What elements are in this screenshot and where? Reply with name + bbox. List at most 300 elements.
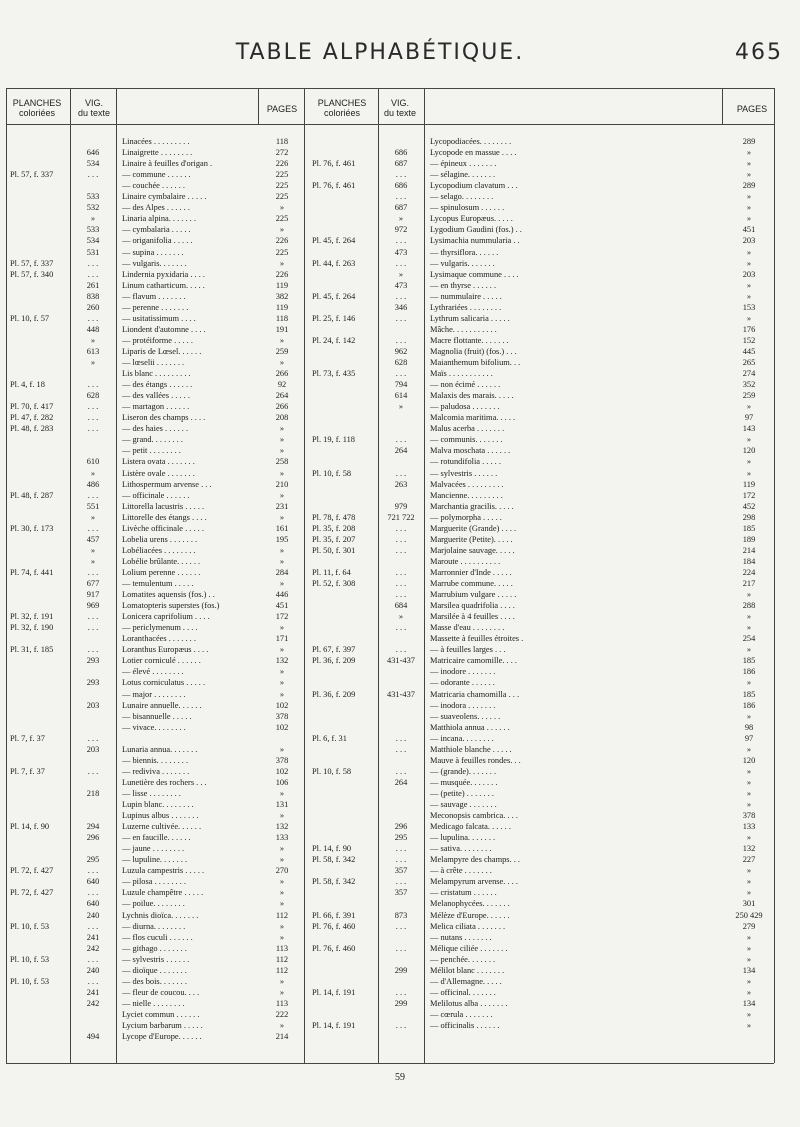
page-ref: 274 xyxy=(742,369,756,379)
entry-name: — rediviva . . . . . . . xyxy=(122,766,190,776)
index-entry-right xyxy=(0,445,800,456)
index-entry-right xyxy=(0,766,800,777)
index-entry-right xyxy=(0,954,800,965)
vignette-ref: . . . xyxy=(87,623,99,633)
page-ref: 225 xyxy=(275,247,289,257)
index-entry-right xyxy=(0,711,800,722)
entry-name: — couchée . . . . . . xyxy=(122,181,186,191)
vignette-ref: 203 xyxy=(86,700,100,710)
page-ref: » xyxy=(279,899,285,909)
entry-name: — lœselii . . . . . . . xyxy=(122,358,185,367)
planche-ref: Pl. 31, f. 185 xyxy=(10,645,54,655)
vignette-ref: » xyxy=(90,468,96,478)
entry-name: Malus acerba . . . . . . . xyxy=(430,424,505,434)
page-ref: 97 xyxy=(744,413,754,423)
index-entry-right xyxy=(0,777,800,788)
index-entry-right xyxy=(0,235,800,246)
planche-ref: Pl. 10, f. 53 xyxy=(10,954,50,964)
entry-name: Marrube commune. . . . . xyxy=(430,579,513,588)
page-ref: 272 xyxy=(275,148,289,158)
page-ref: 132 xyxy=(275,656,289,666)
index-entry-right xyxy=(0,456,800,467)
entry-name: Melica ciliata . . . . . . . xyxy=(430,921,506,931)
page-ref: 119 xyxy=(742,479,756,489)
page-ref: 254 xyxy=(742,634,756,644)
page-ref: » xyxy=(746,711,752,721)
entry-name: Lunaria annua. . . . . . . xyxy=(122,744,198,754)
entry-name: Melampyre des champs. . . xyxy=(430,855,521,865)
entry-name: — lupulina. . . . . . . xyxy=(430,833,496,843)
index-entry-right xyxy=(0,556,800,567)
vignette-ref: 346 xyxy=(394,302,408,312)
entry-name: Lunetière des rochers . . . xyxy=(122,777,207,787)
entry-name: Melampyrum arvense. . . . xyxy=(430,877,518,887)
vignette-ref: 203 xyxy=(86,744,100,754)
entry-name: Lithospermum arvense . . . xyxy=(122,479,212,489)
planche-ref: Pl. 48, f. 287 xyxy=(10,490,54,500)
vignette-ref: 613 xyxy=(86,346,100,356)
page-ref: » xyxy=(279,788,285,798)
page-ref: » xyxy=(746,280,752,290)
index-entry-right xyxy=(0,379,800,390)
page-ref: 112 xyxy=(275,954,289,964)
page-ref: 265 xyxy=(742,358,756,367)
index-entry-right xyxy=(0,224,800,235)
page-ref: » xyxy=(279,667,285,677)
page-ref: 119 xyxy=(275,302,289,312)
page-ref: 153 xyxy=(742,302,756,312)
entry-name: Maianthemum bifolium. . . xyxy=(430,358,521,367)
page-ref: » xyxy=(746,214,752,224)
page-ref: » xyxy=(279,623,285,633)
vignette-ref: 218 xyxy=(86,788,100,798)
page-ref: 266 xyxy=(275,402,289,412)
index-entry-right xyxy=(0,169,800,180)
index-entry-right xyxy=(0,412,800,423)
entry-name: — supina . . . . . . . xyxy=(122,247,184,257)
page-ref: 131 xyxy=(275,800,289,809)
vignette-ref: 686 xyxy=(394,181,408,191)
planche-ref: Pl. 76, f. 461 xyxy=(312,181,356,191)
page-ref: 133 xyxy=(275,833,289,843)
entry-name: — bisannuelle . . . . . xyxy=(122,711,192,721)
index-entry-right xyxy=(0,368,800,379)
entry-name: Lomatopteris superstes (fos.) xyxy=(122,601,220,611)
vignette-ref: 457 xyxy=(86,534,100,544)
planche-ref: Pl. 14, f. 90 xyxy=(10,822,50,832)
vignette-ref: . . . xyxy=(87,976,99,986)
vignette-ref: . . . xyxy=(87,269,99,279)
page-ref: » xyxy=(279,877,285,887)
page-ref: 378 xyxy=(275,711,289,721)
entry-name: — cristatum . . . . . . xyxy=(430,888,497,898)
vignette-ref: 293 xyxy=(86,678,100,688)
page-ref: 231 xyxy=(275,501,289,511)
vignette-ref: . . . xyxy=(87,888,99,898)
index-entry-right xyxy=(0,180,800,191)
vignette-ref: 917 xyxy=(86,590,100,600)
planche-ref: Pl. 32, f. 191 xyxy=(10,612,54,622)
page-ref: 134 xyxy=(742,998,756,1008)
index-entry-right xyxy=(0,898,800,909)
index-entry-right xyxy=(0,357,800,368)
page-ref: » xyxy=(279,888,285,898)
index-entry-right xyxy=(0,1009,800,1020)
vignette-ref: 240 xyxy=(86,910,100,920)
vignette-ref: . . . xyxy=(87,523,99,533)
entry-name: Lolium perenne . . . . . . xyxy=(122,567,201,577)
signature-mark: 59 xyxy=(395,1072,405,1083)
entry-name: Lonicera caprifolium . . . . xyxy=(122,612,210,622)
entry-name: — flavum . . . . . . . xyxy=(122,291,186,301)
entry-name: — non écimé . . . . . . xyxy=(430,380,501,390)
index-entry-right xyxy=(0,258,800,269)
index-entry-right xyxy=(0,910,800,921)
entry-name: — inodora . . . . . . . xyxy=(430,700,496,710)
vignette-ref: 534 xyxy=(86,159,100,169)
page-ref: 120 xyxy=(742,755,756,765)
page-ref: 161 xyxy=(275,523,289,533)
page-ref: » xyxy=(746,258,752,268)
page-ref: 102 xyxy=(275,700,289,710)
planche-ref: Pl. 58, f. 342 xyxy=(312,855,356,865)
planche-ref: Pl. 10, f. 53 xyxy=(10,976,50,986)
vignette-ref: 299 xyxy=(394,998,408,1008)
page-ref: 382 xyxy=(275,291,289,301)
index-entry-right xyxy=(0,1020,800,1031)
index-entry-right xyxy=(0,832,800,843)
vignette-ref: » xyxy=(90,214,96,224)
entry-name: Matthiola annua . . . . . . xyxy=(430,722,510,732)
entry-name: Mélilot blanc . . . . . . . xyxy=(430,965,505,975)
vignette-ref: . . . xyxy=(395,567,407,577)
entry-name: Lobélie brûlante. . . . . . xyxy=(122,556,201,566)
vignette-ref: 264 xyxy=(394,446,408,456)
page-ref: 225 xyxy=(275,192,289,202)
entry-name: — commune . . . . . . xyxy=(122,170,191,180)
planche-ref: Pl. 76, f. 460 xyxy=(312,943,356,953)
page-ref: » xyxy=(746,203,752,213)
entry-name: Marrubium vulgare . . . . . xyxy=(430,590,517,600)
vignette-ref: » xyxy=(90,545,96,555)
index-entry-right xyxy=(0,534,800,545)
index-entry-right xyxy=(0,247,800,258)
page-ref: 258 xyxy=(275,457,289,467)
vignette-ref: . . . xyxy=(87,645,99,655)
page-ref: 102 xyxy=(275,722,289,732)
page-ref: 120 xyxy=(742,446,756,456)
index-entry-right xyxy=(0,689,800,700)
vignette-ref: 296 xyxy=(394,822,408,832)
vignette-ref: 260 xyxy=(86,302,100,312)
entry-name: Matricaire camomille. . . . xyxy=(430,656,517,666)
column-rule xyxy=(258,88,259,124)
index-entry-right xyxy=(0,887,800,898)
entry-name: — lupuline. . . . . . . xyxy=(122,855,188,865)
entry-name: Meconopsis cambrica. . . . xyxy=(430,811,518,821)
page-ref: » xyxy=(279,689,285,699)
page-ref: 225 xyxy=(275,181,289,191)
vignette-ref: 646 xyxy=(86,148,100,158)
planche-ref: Pl. 10, f. 57 xyxy=(10,313,50,323)
entry-name: — thyrsiflora. . . . . . xyxy=(430,247,499,257)
entry-name: Lycopus Europæus. . . . . xyxy=(430,214,513,224)
page-ref: » xyxy=(746,866,752,876)
vignette-ref: . . . xyxy=(395,733,407,743)
planche-ref: Pl. 10, f. 53 xyxy=(10,921,50,931)
page-ref: » xyxy=(746,468,752,478)
planche-ref: Pl. 14, f. 191 xyxy=(312,1021,356,1030)
index-entry-right xyxy=(0,843,800,854)
vignette-ref: 532 xyxy=(86,203,100,213)
page-ref: 152 xyxy=(742,335,756,345)
entry-name: — selago. . . . . . . . xyxy=(430,192,494,202)
entry-name: Luzula campestris . . . . . xyxy=(122,866,205,876)
entry-name: Melilotus alba . . . . . . . xyxy=(430,998,508,1008)
header-bottom-rule xyxy=(6,124,774,125)
entry-name: Liondent d'automne . . . . xyxy=(122,324,206,334)
entry-name: — diurna. . . . . . . . xyxy=(122,921,186,931)
vignette-ref: . . . xyxy=(395,855,407,865)
vignette-ref: 241 xyxy=(86,932,100,942)
entry-name: — élevé . . . . . . . . xyxy=(122,667,184,677)
page-ref: » xyxy=(746,159,752,169)
entry-name: Luzule champêtre . . . . . xyxy=(122,888,204,898)
page-ref: » xyxy=(279,579,285,588)
entry-name: — officinalis . . . . . . xyxy=(430,1021,500,1030)
index-entry-right xyxy=(0,269,800,280)
page-ref: 113 xyxy=(275,943,289,953)
entry-name: Lycope d'Europe. . . . . . xyxy=(122,1032,202,1042)
index-entry-right xyxy=(0,943,800,954)
page-ref: 226 xyxy=(275,236,289,246)
page-ref: 259 xyxy=(742,391,756,401)
page-ref: » xyxy=(746,1009,752,1019)
planche-ref: Pl. 72, f. 427 xyxy=(10,866,54,876)
page-ref: 176 xyxy=(742,324,756,334)
page-ref: 288 xyxy=(742,601,756,611)
index-entry-right xyxy=(0,313,800,324)
planche-ref: Pl. 57, f. 340 xyxy=(10,269,54,279)
index-entry-right xyxy=(0,423,800,434)
planche-ref: Pl. 32, f. 190 xyxy=(10,623,54,633)
index-entry-right xyxy=(0,468,800,479)
vignette-ref: 293 xyxy=(86,656,100,666)
index-entry-right xyxy=(0,545,800,556)
entry-name: Loranthacées . . . . . . . xyxy=(122,634,196,644)
entry-name: Lomatites aquensis (fos.) . . xyxy=(122,590,215,600)
entry-name: Marsilée à 4 feuilles . . . . xyxy=(430,612,515,622)
entry-name: — poilue. . . . . . . . xyxy=(122,899,185,909)
entry-name: — paludosa . . . . . . . xyxy=(430,402,500,412)
entry-name: Magnolia (fruit) (fos.) . . . xyxy=(430,346,517,356)
index-entry-right xyxy=(0,501,800,512)
entry-name: Marjolaine sauvage. . . . . xyxy=(430,545,515,555)
entry-name: Lobelia urens . . . . . . . xyxy=(122,534,198,544)
vignette-ref: . . . xyxy=(395,766,407,776)
entry-name: — officinale . . . . . . xyxy=(122,490,190,500)
page-ref: » xyxy=(279,435,285,445)
entry-name: — dioïque . . . . . . . xyxy=(122,965,187,975)
page-ref: 279 xyxy=(742,921,756,931)
page-ref: 203 xyxy=(742,236,756,246)
vignette-ref: . . . xyxy=(395,844,407,854)
index-entry-right xyxy=(0,434,800,445)
entry-name: Livèche officinale . . . . . xyxy=(122,523,204,533)
page-ref: 264 xyxy=(275,391,289,401)
planche-ref: Pl. 66, f. 391 xyxy=(312,910,356,920)
page-ref: 172 xyxy=(275,612,289,622)
index-entry-right xyxy=(0,567,800,578)
entry-name: — usitatissimum . . . . xyxy=(122,313,196,323)
entry-name: — biennis. . . . . . . . xyxy=(122,755,189,765)
column-header-planches-left: PLANCHES coloriées xyxy=(12,98,62,118)
page-ref: 112 xyxy=(275,965,289,975)
page-ref: » xyxy=(279,446,285,456)
entry-name: — perenne . . . . . . . xyxy=(122,302,189,312)
vignette-ref: » xyxy=(90,556,96,566)
planche-ref: Pl. 30, f. 173 xyxy=(10,523,54,533)
entry-name: Lyciet commun . . . . . . xyxy=(122,1009,200,1019)
entry-name: — spinulosum . . . . . . xyxy=(430,203,505,213)
page-ref: 172 xyxy=(742,490,756,500)
entry-name: Luzerne cultivée. . . . . . xyxy=(122,822,202,832)
vignette-ref: . . . xyxy=(87,733,99,743)
page-ref: » xyxy=(279,358,285,367)
entry-name: — sylvestris . . . . . . xyxy=(122,954,190,964)
index-entry-right xyxy=(0,191,800,202)
entry-name: Lysimaque commune . . . . xyxy=(430,269,519,279)
index-entry-right xyxy=(0,854,800,865)
entry-name: Lysimachia nummularia . . xyxy=(430,236,520,246)
index-entry-right xyxy=(0,291,800,302)
entry-name: Lychnis dioïca. . . . . . . xyxy=(122,910,199,920)
entry-name: Mélique ciliée . . . . . . . xyxy=(430,943,508,953)
vignette-ref: 473 xyxy=(394,280,408,290)
vignette-ref: . . . xyxy=(395,645,407,655)
entry-name: Maroute . . . . . . . . . . xyxy=(430,556,501,566)
index-entry-right xyxy=(0,401,800,412)
index-entry-right xyxy=(0,700,800,711)
planche-ref: Pl. 36, f. 209 xyxy=(312,656,356,666)
page-ref: » xyxy=(279,744,285,754)
vignette-ref: 295 xyxy=(394,833,408,843)
planche-ref: Pl. 72, f. 427 xyxy=(10,888,54,898)
vignette-ref: . . . xyxy=(87,921,99,931)
entry-name: Lotier corniculé . . . . . . xyxy=(122,656,201,666)
vignette-ref: . . . xyxy=(395,523,407,533)
planche-ref: Pl. 44, f. 263 xyxy=(312,258,356,268)
page-ref: » xyxy=(279,844,285,854)
entry-name: Macre flottante. . . . . . . xyxy=(430,335,509,345)
planche-ref: Pl. 67, f. 397 xyxy=(312,645,356,655)
index-entry-right xyxy=(0,666,800,677)
index-entry-right xyxy=(0,147,800,158)
entry-name: — vivace. . . . . . . . xyxy=(122,722,186,732)
page-ref: 214 xyxy=(275,1032,289,1042)
planche-ref: Pl. 6, f. 31 xyxy=(312,733,347,743)
vignette-ref: 294 xyxy=(86,822,100,832)
index-entry-right xyxy=(0,921,800,932)
vignette-ref: . . . xyxy=(395,943,407,953)
page-ref: » xyxy=(746,888,752,898)
vignette-ref: . . . xyxy=(87,402,99,412)
page-ref: 185 xyxy=(742,523,756,533)
entry-name: — githago . . . . . . . xyxy=(122,943,187,953)
page-ref: 270 xyxy=(275,866,289,876)
page-ref: 226 xyxy=(275,269,289,279)
page-ref: » xyxy=(746,954,752,964)
entry-name: — en thyrse . . . . . . xyxy=(430,280,497,290)
page-ref: 97 xyxy=(744,733,754,743)
page-ref: 210 xyxy=(275,479,289,489)
planche-ref: Pl. 4, f. 18 xyxy=(10,380,45,390)
entry-name: Littorella lacustris . . . . . xyxy=(122,501,205,511)
vignette-ref: 614 xyxy=(394,391,408,401)
entry-name: Liparis de Lœsel. . . . . . xyxy=(122,346,202,356)
index-entry-left xyxy=(0,1031,800,1042)
page-ref: 225 xyxy=(275,214,289,224)
vignette-ref: . . . xyxy=(395,744,407,754)
vignette-ref: . . . xyxy=(395,335,407,345)
page-ref: » xyxy=(746,291,752,301)
entry-name: Mâche. . . . . . . . . . . xyxy=(430,324,497,334)
entry-name: Malvacées . . . . . . . . . xyxy=(430,479,504,489)
vignette-ref: 962 xyxy=(394,346,408,356)
page-ref: » xyxy=(746,313,752,323)
entry-name: Lythrariées . . . . . . . . xyxy=(430,302,502,312)
planche-ref: Pl. 78, f. 478 xyxy=(312,512,356,522)
page-ref: 289 xyxy=(742,181,756,191)
column-header-vig-right: VIG. du texte xyxy=(383,98,417,118)
vignette-ref: 794 xyxy=(394,380,408,390)
entry-name: — pilosa . . . . . . . . xyxy=(122,877,186,887)
page-ref: » xyxy=(279,225,285,235)
page-ref: 184 xyxy=(742,556,756,566)
entry-name: Medicago falcata. . . . . . xyxy=(430,822,511,832)
entry-name: Lygodium Gaudini (fos.) . . xyxy=(430,225,522,235)
page-ref: » xyxy=(746,645,752,655)
vignette-ref: » xyxy=(398,402,404,412)
index-entry-right xyxy=(0,600,800,611)
entry-name: Lycopodium clavatum . . . xyxy=(430,181,518,191)
page-ref: 98 xyxy=(744,722,754,732)
index-entry-right xyxy=(0,611,800,622)
page-ref: » xyxy=(746,148,752,158)
vignette-ref: 838 xyxy=(86,291,100,301)
planche-ref: Pl. 57, f. 337 xyxy=(10,170,54,180)
page-ref: » xyxy=(746,932,752,942)
page-ref: 452 xyxy=(742,501,756,511)
index-entry-right xyxy=(0,810,800,821)
planche-ref: Pl. 36, f. 209 xyxy=(312,689,356,699)
vignette-ref: 357 xyxy=(394,888,408,898)
entry-name: — (grande). . . . . . . xyxy=(430,766,497,776)
page-ref: » xyxy=(279,258,285,268)
index-entry-right xyxy=(0,932,800,943)
vignette-ref: 448 xyxy=(86,324,100,334)
index-entry-right xyxy=(0,324,800,335)
page-ref: 451 xyxy=(275,601,289,611)
entry-name: — sauvage . . . . . . . xyxy=(430,800,497,809)
planche-ref: Pl. 76, f. 461 xyxy=(312,159,356,169)
page-ref: 226 xyxy=(275,159,289,169)
page-number: 465 xyxy=(735,40,783,65)
entry-name: — jaune . . . . . . . . xyxy=(122,844,185,854)
entry-name: Matricaria chamomilla . . . xyxy=(430,689,520,699)
entry-name: — épineux . . . . . . . xyxy=(430,159,497,169)
index-entry-right xyxy=(0,158,800,169)
